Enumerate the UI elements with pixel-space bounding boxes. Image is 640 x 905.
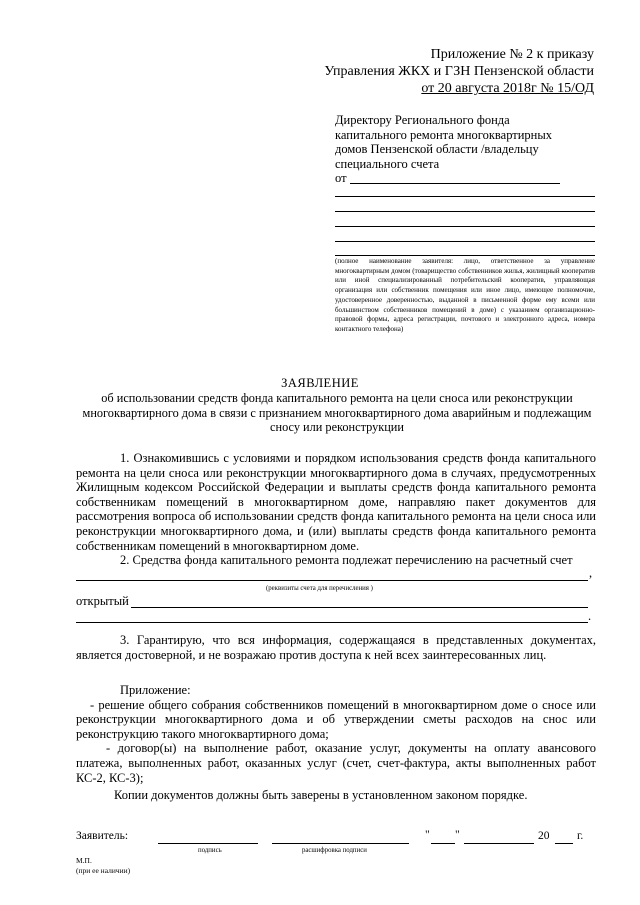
copies-note: Копии документов должны быть заверены в установленном законом порядке. (114, 788, 528, 803)
account-comma: , (589, 566, 593, 580)
date-quote-close: " (455, 829, 460, 841)
decode-hint: расшифровка подписи (302, 847, 367, 854)
opened-fill-line[interactable] (131, 607, 588, 608)
paragraph-3-block (76, 633, 596, 662)
applicant-fill-line-5[interactable] (335, 255, 595, 256)
recipient-line-2: капитального ремонта многоквартирных (335, 127, 553, 142)
account-hint: (реквизиты счета для перечисления ) (266, 585, 373, 592)
recipient-line-1: Директору Регионального фонда (335, 113, 510, 127)
stamp-hint: (при ее наличии) (76, 866, 131, 875)
paragraph-1: 1. Ознакомившись с условиями и порядком использования средств фонда капитального ремонта на цели сноса или реконструкции многоквартирного дома в случаях, предусмотренных Жилищным кодексом Российской Федерации и выплаты средств фонда капитального ремонта собственникам помещений в многоквартирном доме, направляю пакет документов для рассмотрения вопроса об использовании средств фонда капитального ремонта на цели сноса или реконструкции многоквартирного дома, и (или) выплаты средств фонда капитального ремонта собственникам помещений в многоквартирном доме. (76, 451, 596, 553)
recipient-note: (полное наименование заявителя: лицо, ответственное за управление многоквартирным домом (товарищество собственников жилья, жилищный кооператив или иной специализированный потребительский кооператив, управляющая организация или собственник помещения или иное лицо, имеющее полномочие, удостоверенное доверенностью, выданной в письменной форме ему всеми или большинством собственников помещений в доме) с указанием организационно-правовой формы, адреса регистрации, почтового и электронного адреса, номера контактного телефона) (335, 257, 595, 333)
recipient-line-4: специального счета (335, 156, 440, 171)
from-fill-line[interactable] (350, 183, 560, 184)
account-fill-line[interactable] (76, 580, 588, 581)
opened-label: открытый (76, 594, 129, 608)
attachment-item-2: - договор(ы) на выполнение работ, оказание услуг, документы на оплату авансового платежа, выполненных работ, оказанных услуг (счет, счет-фактура, акты выполненных работ КС-2, КС-3); (76, 741, 596, 785)
year-prefix: 20 (538, 830, 550, 842)
paragraph-1-block (76, 451, 596, 568)
attachment-item-1: - решение общего собрания собственников помещений в многоквартирном доме о сносе или реконструкции многоквартирного дома и об утверждении сметы расходов на снос или реконструкцию такого многоквартирного дома; (76, 697, 596, 741)
signature-decode-line[interactable] (272, 843, 409, 844)
stamp-label: М.П. (76, 856, 92, 865)
extra-period: . (588, 609, 592, 623)
applicant-label: Заявитель: (76, 830, 129, 842)
sign-hint: подпись (198, 847, 222, 854)
annex-line-1: Приложение № 2 к приказу (430, 47, 594, 62)
date-year-line[interactable] (555, 843, 573, 844)
annex-header (324, 46, 594, 97)
applicant-fill-line-4[interactable] (335, 241, 595, 242)
document-title: ЗАЯВЛЕНИЕ (281, 376, 359, 390)
from-label: от (335, 171, 347, 186)
date-quote-open: " (425, 829, 430, 841)
annex-line-2: Управления ЖКХ и ГЗН Пензенской области (324, 64, 594, 79)
recipient-block (335, 113, 552, 186)
applicant-fill-line-2[interactable] (335, 211, 595, 212)
applicant-fill-line-1[interactable] (335, 196, 595, 197)
signature-line[interactable] (158, 843, 258, 844)
annex-line-3: от 20 августа 2018г № 15/ОД (421, 81, 594, 96)
attachments-block (76, 683, 596, 803)
document-subtitle: об использовании средств фонда капитального ремонта на цели сноса или реконструкции многоквартирного дома в связи с признанием многоквартирного дома аварийным и подлежащим сносу или реконструкции (82, 391, 592, 435)
paragraph-2: 2. Средства фонда капитального ремонта подлежат перечислению на расчетный счет (120, 553, 573, 568)
year-suffix: г. (577, 830, 584, 842)
applicant-fill-line-3[interactable] (335, 226, 595, 227)
recipient-line-3: домов Пензенской области /владельцу (335, 142, 539, 157)
date-day-line[interactable] (431, 843, 455, 844)
attachments-heading: Приложение: (120, 683, 191, 697)
paragraph-3: 3. Гарантирую, что вся информация, содержащаяся в представленных документах, является достоверной, и не возражаю против доступа к ней всех заинтересованных лиц. (76, 633, 596, 662)
date-month-line[interactable] (464, 843, 534, 844)
extra-fill-line[interactable] (76, 622, 588, 623)
